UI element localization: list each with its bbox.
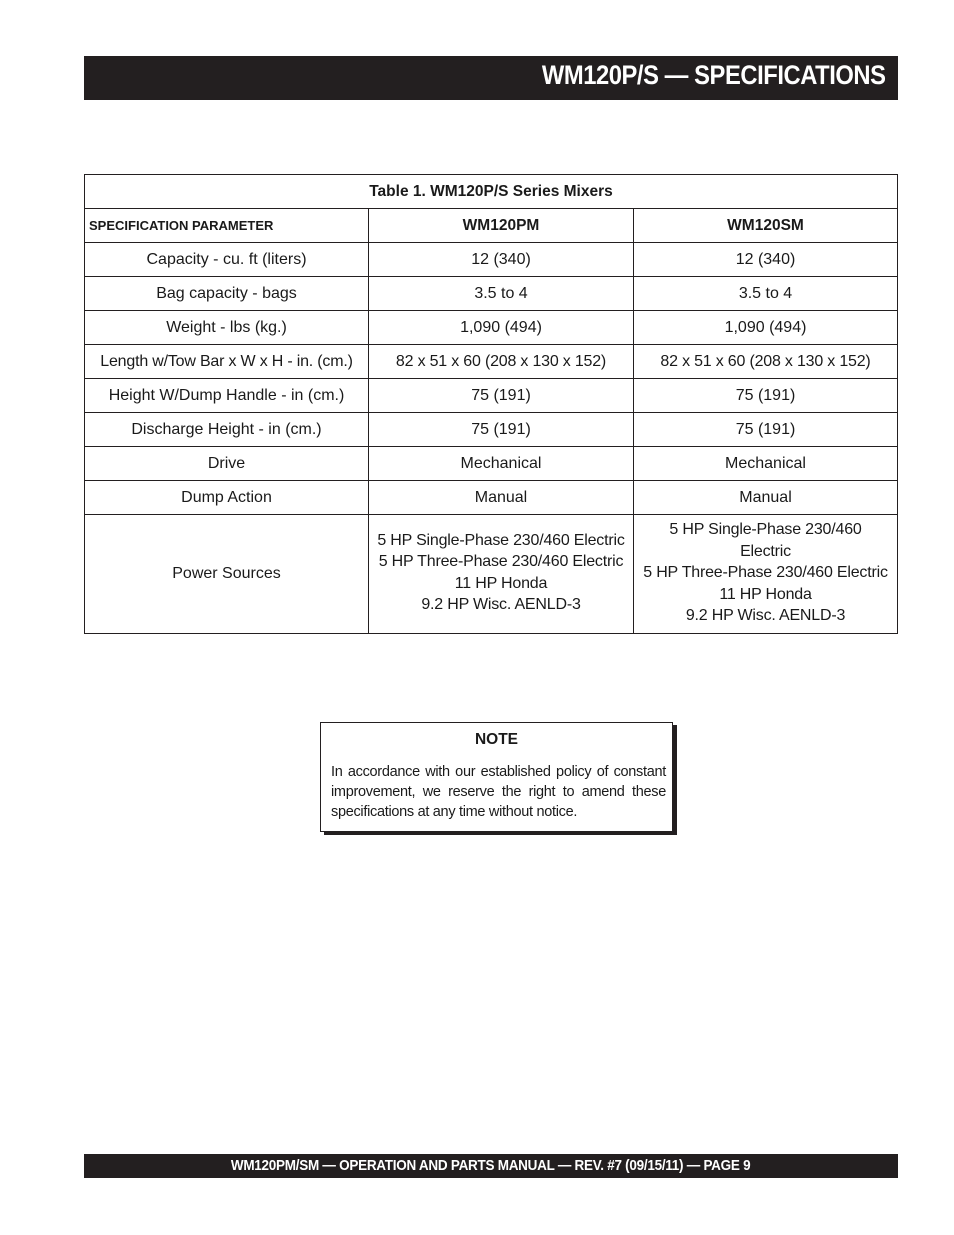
column-header-wm120sm: WM120SM [634,209,898,243]
power-source-line: 11 HP Honda [454,574,548,592]
parameter-cell: Bag capacity - bags [85,277,369,311]
table-row-power-sources [85,515,898,634]
table-caption-row [85,175,898,209]
parameter-cell: Power Sources [85,515,369,634]
table-row [85,447,898,481]
wm120sm-cell: 82 x 51 x 60 (208 x 130 x 152) [634,345,898,379]
wm120sm-cell: Manual [634,481,898,515]
footer-text: WM120PM/SM — OPERATION AND PARTS MANUAL — REV. #7 (09/15/11) — PAGE 9 [231,1157,751,1174]
wm120pm-power-sources [369,515,634,634]
wm120sm-power-sources [634,515,898,634]
power-source-line: 9.2 HP Wisc. AENLD-3 [421,596,581,614]
table-row [85,345,898,379]
note-title: NOTE [474,731,519,748]
wm120pm-cell: Mechanical [369,447,634,481]
specifications-table [84,174,898,634]
column-header-wm120pm: WM120PM [369,209,634,243]
power-source-line: 5 HP Single-Phase 230/460 Electric [669,521,862,560]
wm120sm-cell: 1,090 (494) [634,311,898,345]
parameter-cell: Drive [85,447,369,481]
wm120pm-cell: Manual [369,481,634,515]
page-header [84,56,898,100]
parameter-cell: Dump Action [85,481,369,515]
wm120sm-cell: 75 (191) [634,413,898,447]
power-source-line: 9.2 HP Wisc. AENLD-3 [685,607,846,624]
table-row [85,379,898,413]
note-box [320,722,673,832]
wm120sm-cell: 3.5 to 4 [634,277,898,311]
power-source-line: 11 HP Honda [719,585,812,603]
table-row [85,277,898,311]
wm120pm-cell: 75 (191) [369,379,634,413]
page-title: WM120P/S — SPECIFICATIONS [542,60,886,90]
table-header-row [85,209,898,243]
parameter-cell: Capacity - cu. ft (liters) [85,243,369,277]
note-body: In accordance with our established policy of constant improvement, we reserve the right to amend these specifications at any time without notice. [331,764,666,820]
parameter-cell: Length w/Tow Bar x W x H - in. (cm.) [85,345,369,379]
parameter-cell: Weight - lbs (kg.) [85,311,369,345]
power-source-line: 5 HP Three-Phase 230/460 Electric [643,564,888,581]
wm120pm-cell: 1,090 (494) [369,311,634,345]
table-row [85,481,898,515]
power-source-line: 5 HP Three-Phase 230/460 Electric [378,553,624,571]
table-caption: Table 1. WM120P/S Series Mixers [85,175,898,209]
wm120pm-cell: 82 x 51 x 60 (208 x 130 x 152) [369,345,634,379]
column-header-parameter: SPECIFICATION PARAMETER [85,209,369,243]
parameter-cell: Height W/Dump Handle - in (cm.) [85,379,369,413]
table-row [85,311,898,345]
wm120sm-cell: 12 (340) [634,243,898,277]
table-row [85,413,898,447]
power-source-line: 5 HP Single-Phase 230/460 Electric [377,531,625,549]
page-footer [84,1154,898,1178]
wm120pm-cell: 75 (191) [369,413,634,447]
wm120pm-cell: 12 (340) [369,243,634,277]
wm120pm-cell: 3.5 to 4 [369,277,634,311]
parameter-cell: Discharge Height - in (cm.) [85,413,369,447]
wm120sm-cell: 75 (191) [634,379,898,413]
table-row [85,243,898,277]
wm120sm-cell: Mechanical [634,447,898,481]
